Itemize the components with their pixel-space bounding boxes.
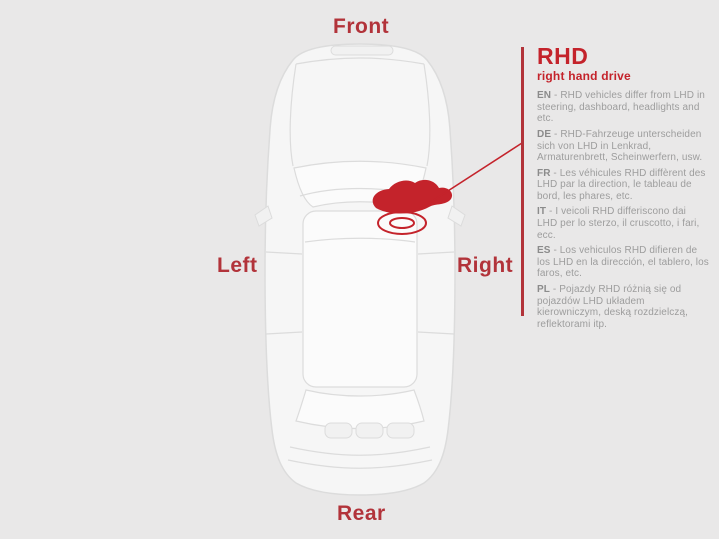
lang-text-fr: Les véhicules RHD diffèrent des LHD par la direction, le tableau de bord, les phares, etc. [537,167,706,202]
lang-code-pl: PL [537,284,550,296]
lang-text-en: RHD vehicles differ from LHD in steering, dashboard, headlights and etc. [537,90,705,125]
lang-code-fr: FR [537,167,551,179]
lang-entry-de [537,129,709,164]
car-grille [331,46,393,55]
lang-entry-pl [537,284,709,330]
lang-text-it: I veicoli RHD differiscono dai LHD per lo sterzo, il cruscotto, i fari, ecc. [537,206,700,241]
left-label: Left [217,254,258,277]
lang-separator: - [553,167,557,179]
lang-entry-en [537,90,709,125]
rear-headrest-center [356,423,383,438]
lang-entry-it [537,206,709,241]
lang-code-it: IT [537,206,547,218]
lang-entry-es [537,245,709,280]
lang-text-es: Los vehiculos RHD difieren de los LHD en la dirección, el tablero, los faros, etc. [537,245,709,280]
right-label: Right [457,254,514,277]
lang-text-pl: Pojazdy RHD różnią się od pojazdów LHD układem kierowniczym, deską rozdzielczą, reflektorami itp. [537,284,689,330]
lang-separator: - [552,284,557,296]
car-roof [303,211,417,387]
lang-code-de: DE [537,128,552,140]
rhd-annotation-panel [537,44,709,334]
front-label: Front [333,15,390,38]
lang-entry-fr [537,168,709,203]
lang-separator: - [553,245,557,257]
lang-code-en: EN [537,90,552,102]
lang-separator: - [548,206,553,218]
rear-headrest-left [325,423,352,438]
lang-separator: - [553,90,558,102]
lang-separator: - [553,128,558,140]
annotation-divider [521,47,524,316]
rhd-title: RHD [537,43,589,69]
lang-code-es: ES [537,245,551,257]
rhd-subtitle: right hand drive [537,69,631,84]
rear-headrest-right [387,423,414,438]
lang-text-de: RHD-Fahrzeuge unterscheiden sich von LHD in Lenkrad, Armaturenbrett, Scheinwerfern, usw. [537,128,703,164]
rear-label: Rear [337,502,386,525]
